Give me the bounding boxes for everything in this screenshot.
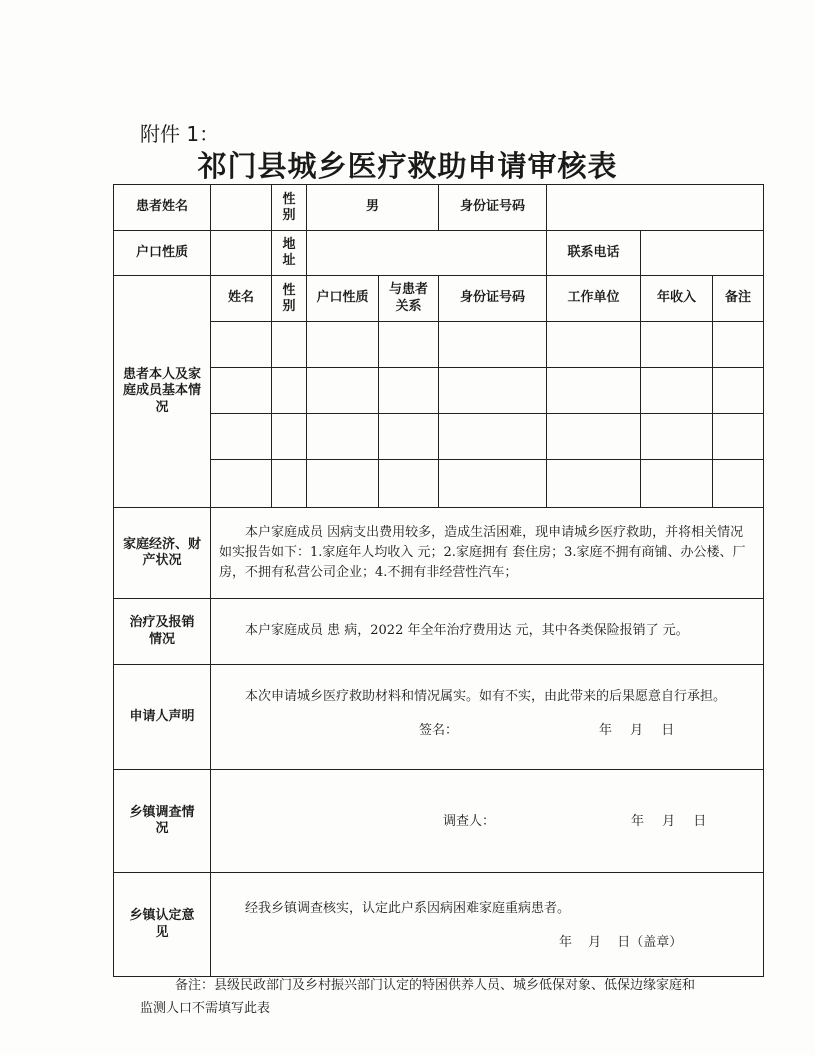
- member-cell[interactable]: [713, 414, 764, 460]
- col-hukou: 户口性质: [307, 276, 379, 322]
- economy-label: 家庭经济、财产状况: [114, 508, 211, 599]
- family-section-label: 患者本人及家庭成员基本情况: [114, 276, 211, 508]
- id-number-field[interactable]: [547, 185, 764, 231]
- member-cell[interactable]: [307, 460, 379, 508]
- member-cell[interactable]: [272, 368, 307, 414]
- member-cell[interactable]: [211, 414, 272, 460]
- footnote-line-2: 监测人口不需填写此表: [140, 1000, 271, 1016]
- form-title: 祁门县城乡医疗救助申请审核表: [197, 149, 618, 183]
- investigation-date: 年 月 日: [631, 814, 707, 829]
- member-cell[interactable]: [272, 460, 307, 508]
- family-member-row: [114, 322, 764, 368]
- member-cell[interactable]: [211, 460, 272, 508]
- treatment-text: 本户家庭成员 患 病，2022 年全年治疗费用达 元，其中各类保险报销了 元。: [245, 623, 689, 639]
- economy-text: 本户家庭成员 因病支出费用较多，造成生活困难，现申请城乡医疗救助，并将相关情况如实报告如下：1.家庭年人均收入 元；2.家庭拥有 套住房；3.家庭不拥有商铺、办公楼、厂房，不拥有私营公司企业；4.不拥有非经营性汽车；: [219, 524, 746, 581]
- treatment-label: 治疗及报销情况: [114, 599, 211, 665]
- member-cell[interactable]: [379, 322, 439, 368]
- member-cell[interactable]: [272, 414, 307, 460]
- signature-label: 签名：: [419, 723, 459, 739]
- footnote: [140, 975, 770, 1021]
- member-cell[interactable]: [713, 368, 764, 414]
- economy-text-cell[interactable]: [211, 508, 764, 599]
- phone-label: 联系电话: [547, 231, 641, 276]
- hukou-type-field[interactable]: [211, 231, 272, 276]
- member-cell[interactable]: [641, 368, 713, 414]
- approval-date-stamp: 年 月 日（盖章）: [559, 935, 683, 951]
- col-remarks: 备注: [713, 276, 764, 322]
- col-employer: 工作单位: [547, 276, 641, 322]
- member-cell[interactable]: [307, 322, 379, 368]
- patient-name-label: 患者姓名: [114, 185, 211, 231]
- family-member-row: [114, 368, 764, 414]
- investigation-cell[interactable]: [211, 770, 764, 873]
- application-form-table: [113, 184, 764, 977]
- declaration-label: 申请人声明: [114, 665, 211, 770]
- member-cell[interactable]: [547, 322, 641, 368]
- declaration-text: 本次申请城乡医疗救助材料和情况属实。如有不实，由此带来的后果愿意自行承担。: [245, 689, 727, 704]
- member-cell[interactable]: [439, 368, 547, 414]
- family-member-row: [114, 460, 764, 508]
- approval-cell[interactable]: [211, 873, 764, 977]
- address-field[interactable]: [307, 231, 547, 276]
- phone-field[interactable]: [641, 231, 764, 276]
- member-cell[interactable]: [547, 414, 641, 460]
- address-label: 地 址: [272, 231, 307, 276]
- member-cell[interactable]: [547, 460, 641, 508]
- member-cell[interactable]: [641, 322, 713, 368]
- col-name: 姓名: [211, 276, 272, 322]
- approval-label: 乡镇认定意见: [114, 873, 211, 977]
- gender-label: 性 别: [272, 185, 307, 231]
- member-cell[interactable]: [211, 322, 272, 368]
- family-member-row: [114, 414, 764, 460]
- attachment-label: 附件 1：: [140, 122, 220, 146]
- member-cell[interactable]: [713, 322, 764, 368]
- member-cell[interactable]: [439, 460, 547, 508]
- patient-name-field[interactable]: [211, 185, 272, 231]
- member-cell[interactable]: [641, 460, 713, 508]
- investigation-label: 乡镇调查情况: [114, 770, 211, 873]
- id-number-label: 身份证号码: [439, 185, 547, 231]
- member-cell[interactable]: [439, 322, 547, 368]
- member-cell[interactable]: [307, 414, 379, 460]
- col-id-number: 身份证号码: [439, 276, 547, 322]
- member-cell[interactable]: [272, 322, 307, 368]
- member-cell[interactable]: [379, 368, 439, 414]
- col-gender: 性 别: [272, 276, 307, 322]
- member-cell[interactable]: [439, 414, 547, 460]
- hukou-type-label: 户口性质: [114, 231, 211, 276]
- member-cell[interactable]: [547, 368, 641, 414]
- member-cell[interactable]: [641, 414, 713, 460]
- declaration-cell[interactable]: [211, 665, 764, 770]
- investigator-label: 调查人：: [443, 814, 496, 829]
- declaration-date: 年 月 日: [599, 723, 675, 739]
- footnote-line-1: 备注：县级民政部门及乡村振兴部门认定的特困供养人员、城乡低保对象、低保边缘家庭和: [175, 978, 696, 993]
- member-cell[interactable]: [307, 368, 379, 414]
- treatment-text-cell[interactable]: [211, 599, 764, 665]
- member-cell[interactable]: [379, 460, 439, 508]
- member-cell[interactable]: [713, 460, 764, 508]
- approval-text: 经我乡镇调查核实，认定此户系因病困难家庭重病患者。: [245, 901, 571, 916]
- col-annual-income: 年收入: [641, 276, 713, 322]
- member-cell[interactable]: [211, 368, 272, 414]
- col-relation: 与患者关系: [379, 276, 439, 322]
- member-cell[interactable]: [379, 414, 439, 460]
- gender-value[interactable]: 男: [307, 185, 439, 231]
